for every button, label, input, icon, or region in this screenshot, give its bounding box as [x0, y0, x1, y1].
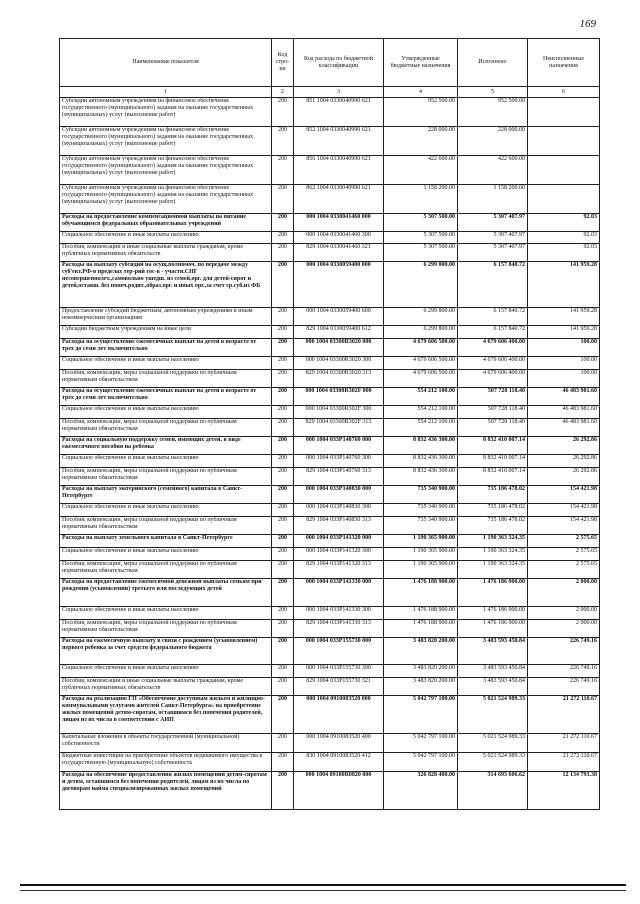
row-name: Субсидии автономным учреждениям на финансовое обеспечение государственного (муниципального) задания на оказание государственных (муниципальных) услуг (выполнение работ): [60, 98, 272, 127]
row-executed: 5 021 524 989.33: [458, 734, 528, 753]
row-approved: 1 476 188 900.00: [384, 620, 458, 638]
row-approved: 1 190 365 900.00: [384, 561, 458, 579]
row-unexecuted: 21 272 110.67: [528, 734, 600, 753]
row-name: Социальное обеспечение и иные выплаты населению: [60, 548, 272, 561]
header-line-code: Код стро-ки: [272, 39, 294, 87]
row-approved: 5 042 797 100.00: [384, 753, 458, 772]
row-name: Расходы на выплату субсидий на осущ.полномоч. по передаче между суб'ект.РФ-в пределах тер-рий гос-в - участн.СНГ несовершеннолет.,самовольно ушедш. из семей,орг. для детей-сирот и детей,оставш. без попеч.родит.,образ.орг. и иных орг.,за счет ср.суб.из ФБ: [60, 262, 272, 308]
row-unexecuted: 92.03: [528, 244, 600, 262]
row-executed: 4 679 606 400.00: [458, 370, 528, 388]
row-expense-code: 829 1004 03300R3020 313: [294, 370, 384, 388]
row-expense-code: 829 1004 033P141320 313: [294, 561, 384, 579]
row-line-code: 200: [272, 406, 294, 419]
column-number: 6: [528, 87, 600, 98]
row-approved: 4 679 606 500.00: [384, 370, 458, 388]
row-expense-code: 000 1004 033P141320 300: [294, 548, 384, 561]
row-approved: 554 212 100.00: [384, 419, 458, 437]
row-approved: 422 600.00: [384, 156, 458, 185]
table-row: [60, 561, 600, 579]
row-line-code: 200: [272, 339, 294, 357]
row-unexecuted: 46 483 981.60: [528, 388, 600, 406]
row-expense-code: 856 1004 0330040990 621: [294, 156, 384, 185]
row-name: Социальное обеспечение и иные выплаты населению: [60, 232, 272, 244]
row-expense-code: 852 1004 0330040990 621: [294, 127, 384, 156]
column-number-row: [60, 87, 600, 98]
row-executed: 735 186 478.02: [458, 504, 528, 517]
row-executed: 4 679 606 400.00: [458, 357, 528, 370]
table-row: [60, 455, 600, 468]
table-row: [60, 696, 600, 734]
row-executed: 5 021 524 989.33: [458, 753, 528, 772]
row-executed: 314 693 606.62: [458, 772, 528, 810]
row-executed: 5 307 407.97: [458, 214, 528, 232]
row-approved: 5 042 797 100.00: [384, 734, 458, 753]
row-line-code: 200: [272, 734, 294, 753]
row-executed: 4 679 606 400.00: [458, 339, 528, 357]
column-number: 3: [294, 87, 384, 98]
row-line-code: 200: [272, 388, 294, 406]
bottom-rule: [20, 890, 626, 891]
row-unexecuted: 92.03: [528, 214, 600, 232]
table-row: [60, 232, 600, 244]
row-expense-code: 829 1004 0330059400 612: [294, 326, 384, 339]
row-unexecuted: 2 000.00: [528, 620, 600, 638]
row-line-code: 200: [272, 548, 294, 561]
row-name: Расходы на социальную поддержку семей, имеющих детей, в виде ежемесячного пособия на ребенка: [60, 437, 272, 455]
table-row: [60, 357, 600, 370]
row-executed: 5 021 524 989.33: [458, 696, 528, 734]
row-name: Расходы на выплату земельного капитала в Санкт-Петербурге: [60, 535, 272, 548]
row-line-code: 200: [272, 185, 294, 214]
row-name: Расходы на ежемесячную выплату в связи с рождением (усыновлением) первого ребенка за счет средств федерального бюджета: [60, 638, 272, 665]
row-line-code: 200: [272, 244, 294, 262]
row-line-code: 200: [272, 504, 294, 517]
table-row: [60, 437, 600, 455]
row-name: Субсидии автономным учреждениям на финансовое обеспечение государственного (муниципального) задания на оказание государственных (муниципальных) услуг (выполнение работ): [60, 185, 272, 214]
row-expense-code: 000 1004 033P141330 000: [294, 579, 384, 607]
table-row: [60, 607, 600, 620]
row-name: Расходы на выплату материнского (семейного) капитала в Санкт-Петербурге: [60, 486, 272, 504]
row-approved: 4 679 606 500.00: [384, 339, 458, 357]
row-approved: 1 476 188 900.00: [384, 579, 458, 607]
row-expense-code: 829 1004 033P141330 313: [294, 620, 384, 638]
row-name: Пособия, компенсации, меры социальной поддержки по публичным нормативным обязательствам: [60, 370, 272, 388]
header-expense-code: Код расхода по бюджетной классификации: [294, 39, 384, 87]
row-line-code: 200: [272, 468, 294, 486]
row-approved: 6 299 800.00: [384, 308, 458, 326]
row-name: Субсидии бюджетным учреждениям на иные цели: [60, 326, 272, 339]
row-line-code: 200: [272, 127, 294, 156]
row-expense-code: 000 1004 033P140830 300: [294, 504, 384, 517]
row-name: Бюджетные инвестиции на приобретение объектов недвижимого имущества в государственную (муниципальную) собственность: [60, 753, 272, 772]
row-name: Субсидии автономным учреждениям на финансовое обеспечение государственного (муниципального) задания на оказание государственных (муниципальных) услуг (выполнение работ): [60, 156, 272, 185]
row-name: Социальное обеспечение и иные выплаты населению: [60, 406, 272, 419]
table-row: [60, 504, 600, 517]
row-line-code: 200: [272, 517, 294, 535]
row-executed: 6 157 840.72: [458, 308, 528, 326]
row-executed: 1 476 186 900.00: [458, 607, 528, 620]
row-approved: 8 832 436 300.00: [384, 468, 458, 486]
row-executed: 735 186 478.02: [458, 486, 528, 504]
table-row: [60, 339, 600, 357]
row-name: Расходы на осуществление ежемесячных выплат на детей в возрасте от трех до семи лет включительно: [60, 339, 272, 357]
header-executed: Исполнено: [458, 39, 528, 87]
row-executed: 1 190 363 324.35: [458, 548, 528, 561]
row-executed: 952 500.00: [458, 98, 528, 127]
row-name: Пособия, компенсации, меры социальной поддержки по публичным нормативным обязательствам: [60, 620, 272, 638]
row-line-code: 200: [272, 665, 294, 678]
row-executed: 8 832 410 007.14: [458, 455, 528, 468]
row-executed: 1 476 186 900.00: [458, 579, 528, 607]
row-line-code: 200: [272, 98, 294, 127]
row-line-code: 200: [272, 232, 294, 244]
row-unexecuted: 12 134 793.38: [528, 772, 600, 810]
row-expense-code: 000 1004 0910083520 000: [294, 696, 384, 734]
row-expense-code: 829 1004 03300R302F 313: [294, 419, 384, 437]
header-name: Наименование показателя: [60, 39, 272, 87]
row-approved: 735 340 900.00: [384, 517, 458, 535]
row-expense-code: 000 1004 033P155730 300: [294, 665, 384, 678]
page-number: 169: [579, 18, 596, 30]
row-unexecuted: 154 421.98: [528, 504, 600, 517]
row-approved: 8 832 436 300.00: [384, 455, 458, 468]
row-name: Пособия, компенсации, меры социальной поддержки по публичным нормативным обязательствам: [60, 561, 272, 579]
table-row: [60, 156, 600, 185]
row-approved: 3 483 820 200.00: [384, 638, 458, 665]
row-expense-code: 000 1004 033P140760 300: [294, 455, 384, 468]
budget-execution-table: [59, 38, 600, 810]
table-row: [60, 665, 600, 678]
row-line-code: 200: [272, 370, 294, 388]
row-approved: 326 828 400.00: [384, 772, 458, 810]
row-name: Пособия, компенсации, меры социальной поддержки по публичным нормативным обязательствам: [60, 468, 272, 486]
row-line-code: 200: [272, 357, 294, 370]
row-line-code: 200: [272, 326, 294, 339]
row-executed: 8 832 410 007.14: [458, 468, 528, 486]
table-row: [60, 678, 600, 696]
row-executed: 507 728 118.40: [458, 419, 528, 437]
table-row: [60, 468, 600, 486]
row-approved: 1 190 365 900.00: [384, 535, 458, 548]
row-approved: 8 832 436 300.00: [384, 437, 458, 455]
table-row: [60, 388, 600, 406]
row-name: Пособия, компенсации и иные социальные выплаты гражданам, кроме публичных нормативных обязательств: [60, 678, 272, 696]
row-name: Капитальные вложения в объекты государственной (муниципальной) собственности: [60, 734, 272, 753]
row-name: Социальное обеспечение и иные выплаты населению: [60, 607, 272, 620]
row-unexecuted: 141 959.28: [528, 326, 600, 339]
row-unexecuted: [528, 98, 600, 127]
row-line-code: 200: [272, 419, 294, 437]
row-executed: 507 728 118.40: [458, 406, 528, 419]
row-unexecuted: 21 272 110.67: [528, 753, 600, 772]
column-number: 1: [60, 87, 272, 98]
row-expense-code: 000 1004 0330041460 000: [294, 214, 384, 232]
row-executed: 8 832 410 007.14: [458, 437, 528, 455]
row-approved: 5 307 500.00: [384, 244, 458, 262]
table-row: [60, 326, 600, 339]
row-approved: 4 679 606 500.00: [384, 357, 458, 370]
row-expense-code: 829 1004 0330041460 321: [294, 244, 384, 262]
row-approved: 735 340 900.00: [384, 504, 458, 517]
row-unexecuted: 100.00: [528, 370, 600, 388]
row-expense-code: 000 1004 09100R0820 000: [294, 772, 384, 810]
table-row: [60, 185, 600, 214]
header-approved: Утвержденные бюджетные назначения: [384, 39, 458, 87]
row-expense-code: 829 1004 033P140830 313: [294, 517, 384, 535]
row-approved: 1 476 188 900.00: [384, 607, 458, 620]
row-name: Пособия, компенсации и иные социальные выплаты гражданам, кроме публичных нормативных обязательств: [60, 244, 272, 262]
table-row: [60, 638, 600, 665]
row-line-code: 200: [272, 535, 294, 548]
row-line-code: 200: [272, 620, 294, 638]
row-name: Пособия, компенсации, меры социальной поддержки по публичным нормативным обязательствам: [60, 517, 272, 535]
row-line-code: 200: [272, 214, 294, 232]
row-approved: 3 483 820 200.00: [384, 665, 458, 678]
table-row: [60, 620, 600, 638]
table-row: [60, 370, 600, 388]
row-executed: 1 190 363 324.35: [458, 535, 528, 548]
row-name: Предоставление субсидий бюджетным, автономным учреждениям и иным некоммерческим организациям: [60, 308, 272, 326]
row-unexecuted: 226 749.16: [528, 665, 600, 678]
row-expense-code: 000 1004 033P140830 000: [294, 486, 384, 504]
row-unexecuted: 2 000.00: [528, 579, 600, 607]
row-name: Расходы на осуществление ежемесячных выплат на детей в возрасте от трех до семи лет включительно: [60, 388, 272, 406]
row-unexecuted: 21 272 110.67: [528, 696, 600, 734]
row-executed: 228 000.00: [458, 127, 528, 156]
row-executed: 1 190 363 324.35: [458, 561, 528, 579]
row-unexecuted: 46 483 981.60: [528, 406, 600, 419]
table-row: [60, 579, 600, 607]
table-row: [60, 772, 600, 810]
row-unexecuted: [528, 156, 600, 185]
row-unexecuted: 100.00: [528, 357, 600, 370]
row-unexecuted: 92.03: [528, 232, 600, 244]
row-expense-code: 000 1004 03300R3020 300: [294, 357, 384, 370]
row-executed: 422 600.00: [458, 156, 528, 185]
row-name: Расходы на обеспечение предоставления жилых помещений детям-сиротам и детям, оставшимся без попечения родителей, лицам из их числа по договорам найма специализированных жилых помещений: [60, 772, 272, 810]
row-line-code: 200: [272, 561, 294, 579]
row-expense-code: 851 1004 0330040990 621: [294, 98, 384, 127]
row-name: Социальное обеспечение и иные выплаты населению: [60, 665, 272, 678]
column-number: 4: [384, 87, 458, 98]
row-unexecuted: 154 421.98: [528, 486, 600, 504]
row-executed: 6 157 840.72: [458, 262, 528, 308]
row-unexecuted: 2 575.65: [528, 548, 600, 561]
table-row: [60, 214, 600, 232]
table-row: [60, 548, 600, 561]
row-executed: 3 483 593 450.84: [458, 678, 528, 696]
table-row: [60, 753, 600, 772]
row-line-code: 200: [272, 753, 294, 772]
row-approved: 1 190 365 900.00: [384, 548, 458, 561]
row-unexecuted: [528, 127, 600, 156]
row-approved: 1 158 200.00: [384, 185, 458, 214]
row-executed: 5 307 407.97: [458, 244, 528, 262]
column-number: 5: [458, 87, 528, 98]
row-executed: 3 483 593 450.84: [458, 665, 528, 678]
row-approved: 554 212 100.00: [384, 406, 458, 419]
row-approved: 6 299 800.00: [384, 262, 458, 308]
row-line-code: 200: [272, 455, 294, 468]
row-approved: 735 340 900.00: [384, 486, 458, 504]
table-row: [60, 535, 600, 548]
row-unexecuted: [528, 185, 600, 214]
row-name: Субсидии автономным учреждениям на финансовое обеспечение государственного (муниципального) задания на оказание государственных (муниципальных) услуг (выполнение работ): [60, 127, 272, 156]
row-unexecuted: 226 749.16: [528, 638, 600, 665]
row-approved: 952 500.00: [384, 98, 458, 127]
header-unexecuted: Неисполненные назначения: [528, 39, 600, 87]
row-approved: 554 212 100.00: [384, 388, 458, 406]
row-name: Расходы на реализацию ГП «Обеспечение доступным жильем и жилищно-коммунальными услугами жителей Санкт-Петербурга» на приобретение жилых помещений детям-сиротам, оставшимся без попечения родителей, лицам из их числа в соответствии с АИП: [60, 696, 272, 734]
row-expense-code: 000 1004 033P155730 000: [294, 638, 384, 665]
row-executed: 3 483 593 450.84: [458, 638, 528, 665]
table-body: [60, 98, 600, 810]
table-row: [60, 262, 600, 308]
row-line-code: 200: [272, 678, 294, 696]
bottom-rule: [20, 884, 626, 886]
row-executed: 1 476 186 900.00: [458, 620, 528, 638]
table-row: [60, 734, 600, 753]
row-unexecuted: 2 000.00: [528, 607, 600, 620]
row-approved: 3 483 820 200.00: [384, 678, 458, 696]
row-line-code: 200: [272, 638, 294, 665]
row-line-code: 200: [272, 156, 294, 185]
row-expense-code: 000 1004 033P141320 000: [294, 535, 384, 548]
row-line-code: 200: [272, 772, 294, 810]
row-approved: 228 000.00: [384, 127, 458, 156]
row-name: Социальное обеспечение и иные выплаты населению: [60, 504, 272, 517]
row-unexecuted: 26 292.86: [528, 455, 600, 468]
row-unexecuted: 26 292.86: [528, 468, 600, 486]
row-name: Пособия, компенсации, меры социальной поддержки по публичным нормативным обязательствам: [60, 419, 272, 437]
row-expense-code: 829 1004 033P140760 313: [294, 468, 384, 486]
row-expense-code: 000 1004 03300R3020 000: [294, 339, 384, 357]
row-unexecuted: 2 575.65: [528, 561, 600, 579]
row-expense-code: 862 1004 0330040990 621: [294, 185, 384, 214]
row-unexecuted: 100.00: [528, 339, 600, 357]
row-unexecuted: 226 749.16: [528, 678, 600, 696]
row-name: Расходы на предоставление компенсационной выплаты на питание обучающимся федеральных образовательных учреждений: [60, 214, 272, 232]
row-name: Социальное обеспечение и иные выплаты населению: [60, 357, 272, 370]
table-row: [60, 244, 600, 262]
column-number: 2: [272, 87, 294, 98]
row-approved: 5 042 797 100.00: [384, 696, 458, 734]
row-executed: 5 307 407.97: [458, 232, 528, 244]
row-expense-code: 000 1004 03300R302F 300: [294, 406, 384, 419]
table-row: [60, 486, 600, 504]
table-row: [60, 419, 600, 437]
row-line-code: 200: [272, 696, 294, 734]
row-unexecuted: 26 292.86: [528, 437, 600, 455]
row-name: Расходы на предоставление ежемесячной денежной выплаты семьям при рождении (усыновлении) третьего или последующих детей: [60, 579, 272, 607]
row-expense-code: 000 1004 0330041460 300: [294, 232, 384, 244]
row-executed: 6 157 840.72: [458, 326, 528, 339]
table-row: [60, 98, 600, 127]
row-expense-code: 000 1004 033P141330 300: [294, 607, 384, 620]
row-name: Социальное обеспечение и иные выплаты населению: [60, 455, 272, 468]
row-approved: 6 299 800.00: [384, 326, 458, 339]
table-row: [60, 127, 600, 156]
row-expense-code: 000 1004 0910083520 400: [294, 734, 384, 753]
row-line-code: 200: [272, 579, 294, 607]
row-line-code: 200: [272, 262, 294, 308]
row-unexecuted: 154 421.98: [528, 517, 600, 535]
table-row: [60, 406, 600, 419]
row-expense-code: 829 1004 033P155730 321: [294, 678, 384, 696]
row-expense-code: 830 1004 0910083520 412: [294, 753, 384, 772]
row-expense-code: 000 1004 0330059400 600: [294, 308, 384, 326]
row-expense-code: 000 1004 03300R302F 000: [294, 388, 384, 406]
row-unexecuted: 141 959.28: [528, 262, 600, 308]
row-line-code: 200: [272, 308, 294, 326]
row-line-code: 200: [272, 486, 294, 504]
row-unexecuted: 2 575.65: [528, 535, 600, 548]
table-row: [60, 308, 600, 326]
row-line-code: 200: [272, 437, 294, 455]
row-expense-code: 000 1004 033P140760 000: [294, 437, 384, 455]
row-unexecuted: 141 959.28: [528, 308, 600, 326]
row-approved: 5 307 500.00: [384, 214, 458, 232]
row-expense-code: 000 1004 0330059400 000: [294, 262, 384, 308]
row-executed: 507 728 118.40: [458, 388, 528, 406]
row-executed: 1 158 200.00: [458, 185, 528, 214]
header-row: [60, 39, 600, 87]
row-executed: 735 186 478.02: [458, 517, 528, 535]
row-unexecuted: 46 483 981.60: [528, 419, 600, 437]
row-approved: 5 307 500.00: [384, 232, 458, 244]
table-row: [60, 517, 600, 535]
row-line-code: 200: [272, 607, 294, 620]
